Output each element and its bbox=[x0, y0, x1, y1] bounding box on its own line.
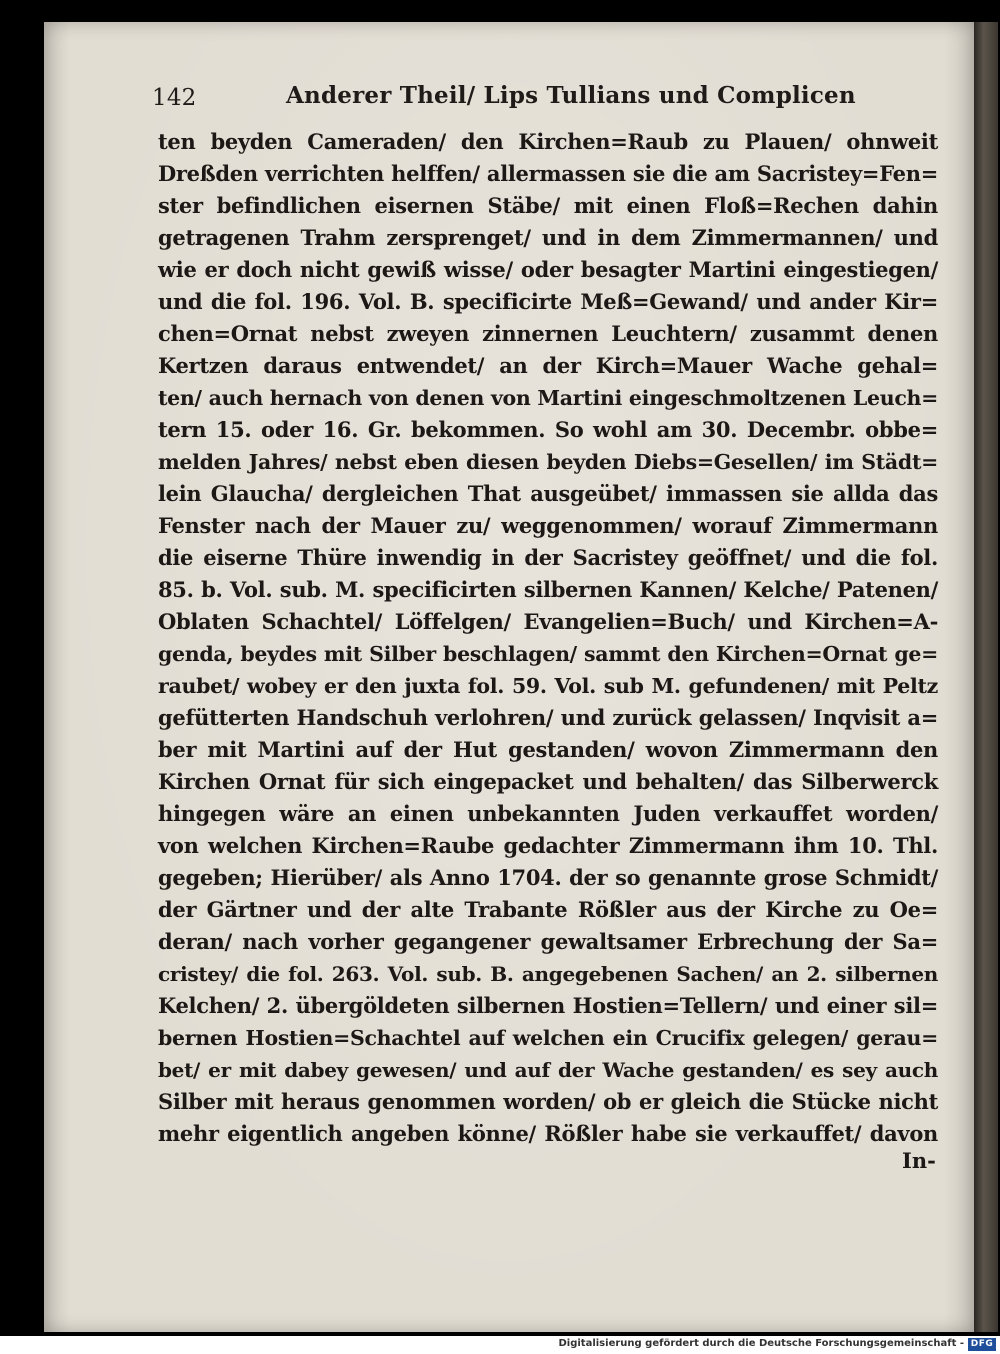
digitization-footer bbox=[0, 1336, 1000, 1354]
text-line: bet/ er mit dabey gewesen/ und auf der Wache gestanden/ es sey auch bbox=[158, 1058, 938, 1082]
text-line: chen=Ornat nebst zweyen zinnernen Leuchtern/ zusammt denen bbox=[158, 321, 938, 346]
text-line: wie er doch nicht gewiß wisse/ oder besagter Martini eingestiegen/ bbox=[158, 257, 938, 282]
text-line: ster befindlichen eisernen Stäbe/ mit einen Floß=Rechen dahin bbox=[158, 193, 938, 218]
text-line: Kertzen daraus entwendet/ an der Kirch=Mauer Wache gehal= bbox=[158, 353, 938, 378]
running-title: Anderer Theil/ Lips Tullians und Complicen bbox=[286, 82, 856, 109]
text-line: 85. b. Vol. sub. M. specificirten silbernen Kannen/ Kelche/ Patenen/ bbox=[158, 577, 938, 602]
text-line: melden Jahres/ nebst eben diesen beyden Diebs=Gesellen/ im Städt= bbox=[158, 450, 938, 474]
catchword: In- bbox=[902, 1148, 936, 1173]
text-line: ten/ auch hernach von denen von Martini eingeschmoltzenen Leuch= bbox=[158, 386, 938, 410]
text-line: Dreßden verrichten helffen/ allermassen sie die am Sacristey=Fen= bbox=[158, 161, 938, 186]
text-line: genda, beydes mit Silber beschlagen/ sammt den Kirchen=Ornat ge= bbox=[158, 642, 938, 666]
text-line: Silber mit heraus genommen worden/ ob er gleich die Stücke nicht bbox=[158, 1089, 938, 1114]
text-line: mehr eigentlich angeben könne/ Rößler habe sie verkauffet/ davon bbox=[158, 1121, 938, 1146]
text-line: cristey/ die fol. 263. Vol. sub. B. angegebenen Sachen/ an 2. silbernen bbox=[158, 962, 938, 986]
text-line: ber mit Martini auf der Hut gestanden/ wovon Zimmermann den bbox=[158, 737, 938, 762]
text-line: der Gärtner und der alte Trabante Rößler aus der Kirche zu Oe= bbox=[158, 897, 938, 922]
text-line: von welchen Kirchen=Raube gedachter Zimmermann ihm 10. Thl. bbox=[158, 833, 938, 858]
text-line: Oblaten Schachtel/ Löffelgen/ Evangelien=Buch/ und Kirchen=A- bbox=[158, 609, 938, 634]
text-line: getragenen Trahm zersprenget/ und in dem Zimmermannen/ und bbox=[158, 225, 938, 250]
page-number: 142 bbox=[152, 85, 197, 111]
text-line: die eiserne Thüre inwendig in der Sacristey geöffnet/ und die fol. bbox=[158, 545, 938, 570]
text-line: gegeben; Hierüber/ als Anno 1704. der so genannte grose Schmidt/ bbox=[158, 865, 938, 890]
body-text bbox=[158, 126, 938, 1150]
dfg-logo-icon: DFG bbox=[968, 1338, 996, 1351]
text-line: tern 15. oder 16. Gr. bekommen. So wohl am 30. Decembr. obbe= bbox=[158, 417, 938, 442]
text-line: deran/ nach vorher gegangener gewaltsamer Erbrechung der Sa= bbox=[158, 929, 938, 954]
text-line: Kirchen Ornat für sich eingepacket und behalten/ das Silberwerck bbox=[158, 769, 938, 794]
text-line: und die fol. 196. Vol. B. specificirte Meß=Gewand/ und ander Kir= bbox=[158, 289, 938, 314]
funding-credit: Digitalisierung gefördert durch die Deutsche Forschungsgemeinschaft - bbox=[558, 1338, 964, 1349]
text-line: gefütterten Handschuh verlohren/ und zurück gelassen/ Inqvisit a= bbox=[158, 705, 938, 730]
text-line: bernen Hostien=Schachtel auf welchen ein Crucifix gelegen/ gerau= bbox=[158, 1026, 938, 1050]
text-line: raubet/ wobey er den juxta fol. 59. Vol. sub M. gefundenen/ mit Peltz bbox=[158, 674, 938, 698]
text-line: hingegen wäre an einen unbekannten Juden verkauffet worden/ bbox=[158, 801, 938, 826]
text-line: lein Glaucha/ dergleichen That ausgeübet/ immassen sie allda das bbox=[158, 481, 938, 506]
book-edge bbox=[974, 22, 998, 1332]
text-line: Fenster nach der Mauer zu/ weggenommen/ worauf Zimmermann bbox=[158, 513, 938, 538]
text-line: Kelchen/ 2. übergöldeten silbernen Hostien=Tellern/ und einer sil= bbox=[158, 993, 938, 1018]
text-line: ten beyden Cameraden/ den Kirchen=Raub zu Plauen/ ohnweit bbox=[158, 129, 938, 154]
page-header bbox=[152, 82, 942, 116]
